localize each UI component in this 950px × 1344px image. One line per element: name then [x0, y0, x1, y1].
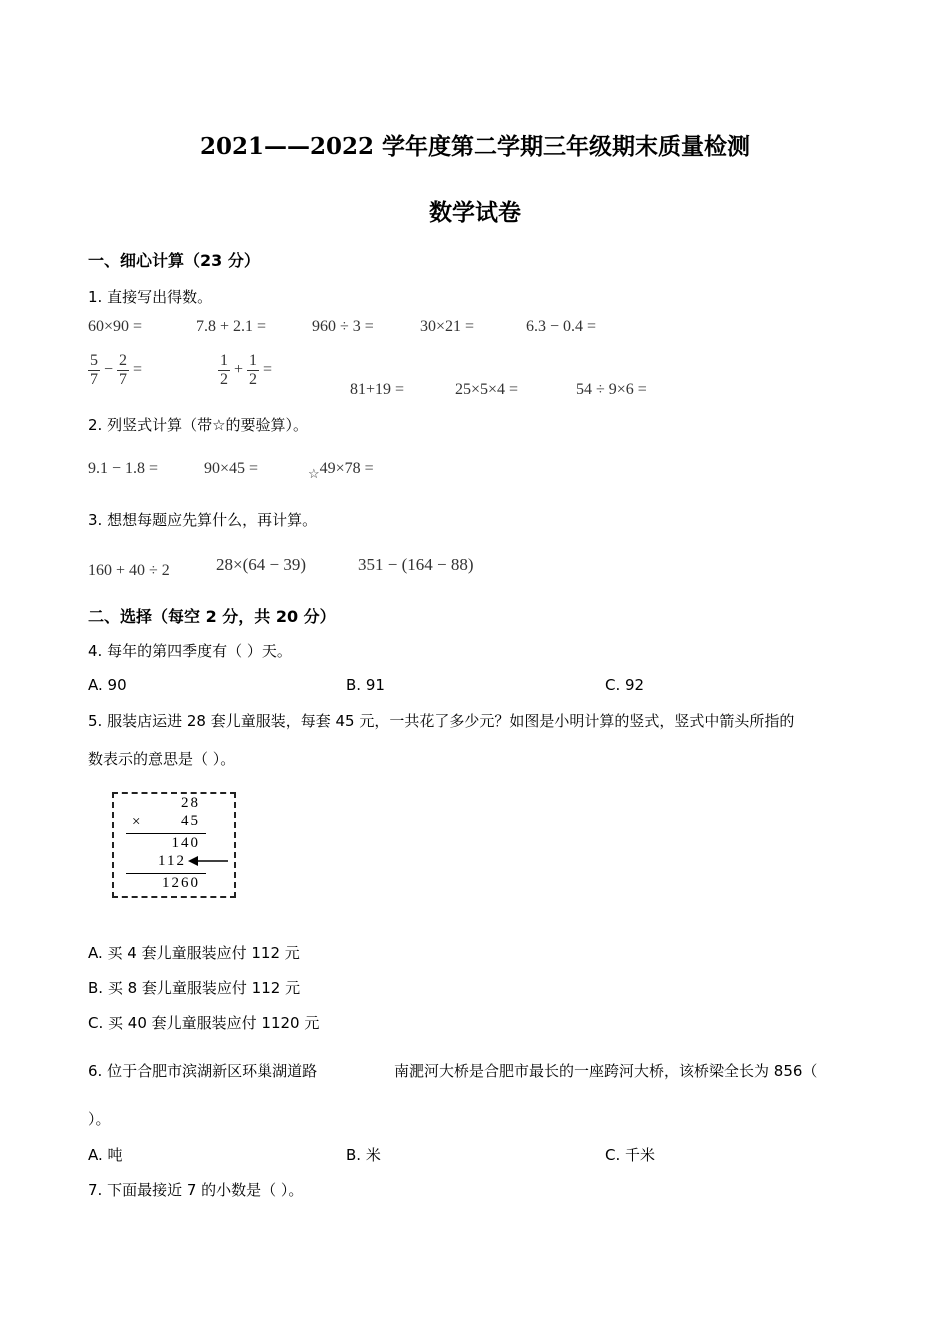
fraction-numerator: 1	[249, 352, 258, 369]
calc-item: 25×5×4 =	[455, 381, 519, 398]
calc-item: 54 ÷ 9×6 =	[576, 381, 647, 398]
arrow-left-icon	[188, 854, 230, 868]
q4-option-c: C. 92	[605, 676, 645, 694]
q2-label: 2. 列竖式计算（带☆的要验算）。	[88, 416, 309, 434]
fraction-denominator: 2	[220, 371, 228, 388]
fraction-numerator: 2	[119, 352, 128, 369]
calc-item: 960 ÷ 3 =	[312, 318, 374, 335]
q5-option-b: B. 买 8 套儿童服装应付 112 元	[88, 979, 301, 997]
calc-item: 7.8 + 2.1 =	[196, 318, 267, 335]
section-1-heading: 一、细心计算（23 分）	[88, 251, 260, 270]
q6-option-a: A. 吨	[88, 1146, 123, 1164]
calc-item: 30×21 =	[420, 318, 475, 335]
calc-item: 90×45 =	[204, 460, 259, 477]
q6-text-line1a: 6. 位于合肥市滨湖新区环巢湖道路	[88, 1062, 318, 1080]
partial-product-1: 140	[171, 835, 200, 851]
q5-option-a: A. 买 4 套儿童服装应付 112 元	[88, 944, 300, 962]
fraction-numerator: 5	[90, 352, 98, 369]
fraction-expression	[88, 352, 142, 389]
q6-option-c: C. 千米	[605, 1146, 656, 1164]
q3-label: 3. 想想每题应先算什么，再计算。	[88, 511, 318, 529]
calc-item: 28×(64 − 39)	[216, 555, 306, 574]
fraction-expression	[218, 352, 272, 389]
calc-item: 60×90 =	[88, 318, 143, 335]
multiplicand: 28	[181, 795, 200, 811]
star-icon: ☆	[308, 466, 320, 481]
calc-item: 81+19 =	[350, 381, 405, 398]
starred-calc	[308, 460, 374, 481]
multiplier: 45	[181, 813, 200, 829]
q5-option-c: C. 买 40 套儿童服装应付 1120 元	[88, 1014, 320, 1032]
q5-text-line2: 数表示的意思是（ ）。	[88, 750, 236, 768]
page-subtitle: 数学试卷	[429, 199, 521, 226]
equals: =	[133, 361, 143, 379]
equals: =	[263, 361, 273, 379]
calc-item: 351 − (164 − 88)	[358, 555, 474, 574]
q7-label: 7. 下面最接近 7 的小数是（ ）。	[88, 1181, 304, 1199]
fraction-numerator: 1	[220, 352, 228, 369]
q4-option-b: B. 91	[346, 676, 385, 694]
q6-option-b: B. 米	[346, 1146, 381, 1164]
q4-option-a: A. 90	[88, 676, 127, 694]
operator: +	[234, 361, 244, 379]
q4-label: 4. 每年的第四季度有（ ）天。	[88, 642, 292, 660]
partial-product-2: 112	[158, 853, 186, 869]
rule-line	[126, 873, 206, 874]
calc-item: 49×78 =	[319, 460, 374, 477]
calc-item: 9.1 − 1.8 =	[88, 460, 159, 477]
calc-item: 160 + 40 ÷ 2	[88, 562, 170, 579]
fraction-denominator: 2	[249, 371, 258, 388]
product: 1260	[162, 875, 200, 891]
vertical-multiplication-figure	[112, 792, 236, 898]
q6-text-line1b: 南淝河大桥是合肥市最长的一座跨河大桥，该桥梁全长为 856（	[394, 1062, 818, 1080]
page-title: 2021——2022 学年度第二学期三年级期末质量检测	[199, 133, 751, 160]
q1-label: 1. 直接写出得数。	[88, 288, 213, 306]
multiply-sign: ×	[132, 814, 143, 830]
calc-item: 6.3 − 0.4 =	[526, 318, 597, 335]
q6-text-line2: ）。	[88, 1110, 111, 1128]
operator: −	[104, 361, 114, 379]
fraction-denominator: 7	[90, 371, 98, 388]
rule-line	[126, 833, 206, 834]
section-2-heading: 二、选择（每空 2 分，共 20 分）	[88, 607, 336, 626]
q5-text-line1: 5. 服装店运进 28 套儿童服装，每套 45 元，一共花了多少元？如图是小明计算的竖式，竖式中箭头所指的	[88, 712, 795, 730]
fraction-denominator: 7	[119, 371, 128, 388]
